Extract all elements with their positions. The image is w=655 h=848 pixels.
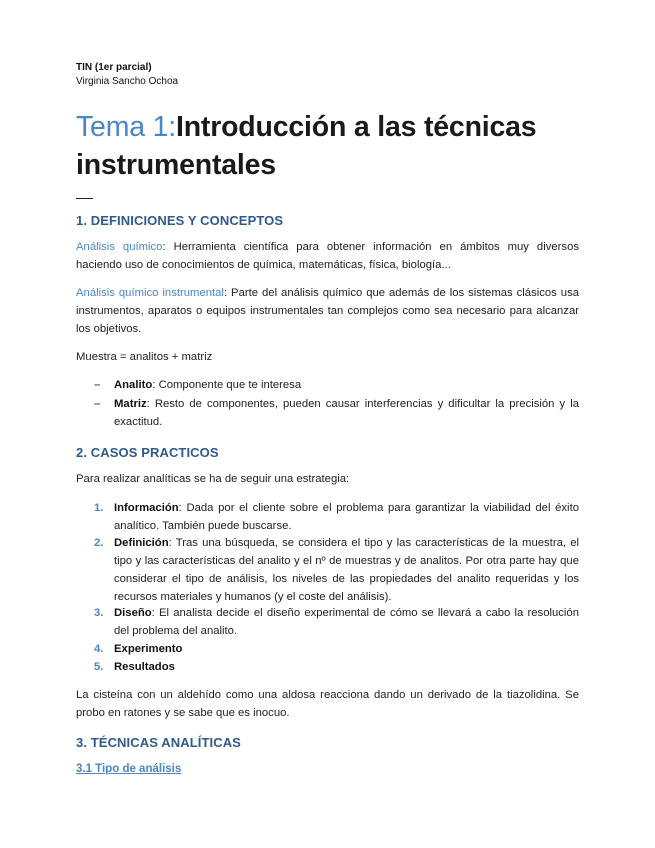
list-item-analito: [114, 376, 579, 394]
item-text: : El analista decide el diseño experimental de cómo se llevará a cabo la resolución del problema del analito.: [114, 607, 579, 637]
definition-text: : Herramienta científica para obtener información en ámbitos muy diversos haciendo uso de conocimientos de química, matemáticas, física, biología...: [76, 241, 580, 271]
author-name: Virginia Sancho Ochoa: [76, 76, 179, 87]
definition-text: : Parte del análisis químico que además de los sistemas clásicos usa instrumentos, aparatos o equipos instrumentales tan complejos como sea necesario para alcanzar los objetivos.: [76, 287, 580, 335]
page-header: [76, 61, 178, 89]
section-3-heading: 3. TÉCNICAS ANALÍTICAS: [76, 735, 241, 750]
list-item-definicion: [114, 534, 579, 606]
item-term: Experimento: [114, 643, 183, 655]
list-item-informacion: [114, 499, 579, 535]
paragraph-analisis-quimico: [76, 238, 579, 274]
title-number: Tema 1:: [76, 111, 176, 143]
course-label: TIN (1er parcial): [76, 62, 152, 73]
list-number: 5.: [94, 661, 104, 673]
item-text: : Dada por el cliente sobre el problema para garantizar la viabilidad del éxito analítico. También puede buscarse.: [114, 502, 579, 532]
section-2-heading: 2. CASOS PRACTICOS: [76, 445, 219, 460]
list-item-diseno: [114, 604, 579, 640]
subsection-3-1-link[interactable]: 3.1 Tipo de análisis: [76, 763, 182, 775]
item-text: : Resto de componentes, pueden causar interferencias y dificultar la precisión y la exactitud.: [114, 398, 579, 428]
list-number: 4.: [94, 643, 104, 655]
title-text: Introducción a las técnicas instrumentales: [76, 111, 537, 181]
title-rule: [76, 198, 93, 199]
list-marker: –: [94, 398, 101, 410]
item-term: Analito: [114, 379, 153, 391]
item-term: Información: [114, 502, 179, 514]
section-1-heading: 1. DEFINICIONES Y CONCEPTOS: [76, 213, 284, 228]
list-number: 3.: [94, 607, 104, 619]
item-term: Matriz: [114, 398, 147, 410]
item-text: : Tras una búsqueda, se considera el tipo y las características de la muestra, el tipo y las características del analito y el nº de muestras y de analitos. Por otra parte hay que considerar el tipo de análisis, los niveles de las propiedades del analito requeridas y los recursos materiales y humanos (y el coste del análisis).: [114, 537, 579, 603]
formula-muestra: Muestra = analitos + matriz: [76, 351, 213, 363]
item-term: Diseño: [114, 607, 152, 619]
list-number: 2.: [94, 537, 104, 549]
list-item-resultados: [114, 658, 579, 676]
list-item-experimento: [114, 640, 579, 658]
item-text: : Componente que te interesa: [152, 379, 302, 391]
term-analisis-instrumental: Análisis químico instrumental: [76, 287, 224, 299]
paragraph-analisis-instrumental: [76, 284, 579, 338]
item-term: Definición: [114, 537, 169, 549]
list-item-matriz: [114, 395, 579, 431]
list-marker: –: [94, 379, 101, 391]
term-analisis-quimico: Análisis químico: [76, 241, 163, 253]
list-number: 1.: [94, 502, 104, 514]
item-term: Resultados: [114, 661, 175, 673]
section-2-closing: La cisteína con un aldehído como una aldosa reacciona dando un derivado de la tiazolidina. Se probo en ratones y se sabe que es inocuo.: [76, 689, 579, 719]
page-title: [76, 108, 596, 184]
section-2-intro: Para realizar analíticas se ha de seguir una estrategia:: [76, 473, 350, 485]
